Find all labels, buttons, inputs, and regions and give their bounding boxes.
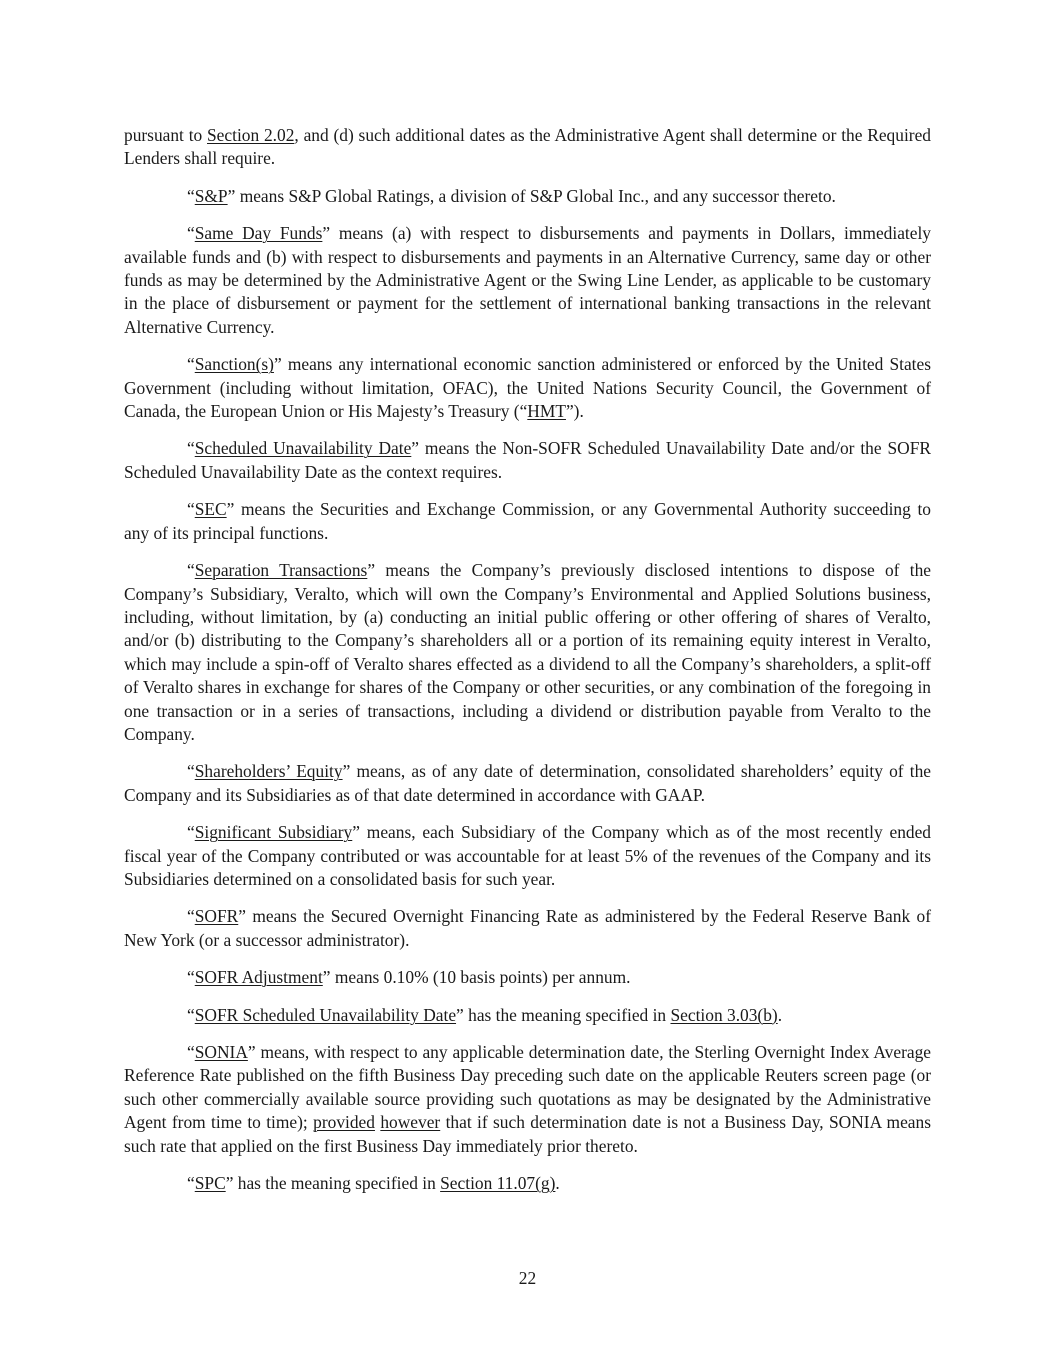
section-reference: Section 3.03(b) — [670, 1004, 778, 1025]
defined-term: SOFR Adjustment — [194, 967, 323, 988]
definition-text: means S&P Global Ratings, a division of S&P Global Inc., and any successor thereto. — [235, 185, 836, 206]
defined-term: SONIA — [194, 1042, 248, 1062]
defined-term: Shareholders’ Equity — [194, 761, 343, 782]
definition-sofr-scheduled-unavailability-date: “SOFR Scheduled Unavailability Date” has the meaning specified in Section 3.03(b). — [187, 1004, 783, 1025]
definition-text: means, with respect to any applicable determination date, the Sterling Overnight Index Average Reference Rate published on the fifth Business Day preceding such date on the applicable Reuters screen page (or such other commercially available source providing such quotations as may be designated by the Administrative Agent from time to time); — [124, 1042, 931, 1133]
defined-term: Separation Transactions — [194, 560, 368, 581]
definition-separation-transactions: “Separation Transactions” means the Company’s previously disclosed intentions to dispose of the Company’s Subsidiary, Veralto, which will own the Company’s Environmental and Applied Solutions business, including, without limitation, by (a) conducting an initial public offering or other offering of shares of Veralto, and/or (b) distributing to the Company’s shareholders all or a portion of its remaining equity interest in Veralto, which may include a spin-off of Veralto shares effected as a dividend to all the Company’s shareholders, a split-off of Veralto shares in exchange for shares of the Company or other securities, or any combination of the foregoing in one transaction or in a series of transactions, including a dividend or distribution payable from Veralto to the Company. — [124, 560, 931, 744]
definition-text: has the meaning specified in — [233, 1173, 441, 1194]
defined-term: S&P — [194, 185, 228, 206]
defined-term: Significant Subsidiary — [194, 822, 353, 843]
definition-text: means any international economic sanction administered or enforced by the United States Government (including without limitation, OFAC), the United Nations Security Council, the Government of Canada, the European Union or His Majesty’s Treasury (“ — [124, 354, 931, 422]
defined-term: Sanction(s) — [194, 354, 274, 375]
definition-spc: “SPC” has the meaning specified in Section 11.07(g). — [187, 1173, 560, 1194]
section-reference: Section 11.07(g) — [440, 1173, 556, 1194]
definition-scheduled-unavailability-date: “Scheduled Unavailability Date” means the Non-SOFR Scheduled Unavailability Date and/or the SOFR Scheduled Unavailability Date as the context requires. — [124, 438, 931, 482]
defined-term: SOFR Scheduled Unavailability Date — [194, 1004, 457, 1025]
definition-text: means 0.10% (10 basis points) per annum. — [330, 967, 631, 988]
continuation-paragraph: pursuant to Section 2.02, and (d) such additional dates as the Administrative Agent shall determine or the Required Lenders shall require. — [124, 125, 931, 169]
section-reference: Section 2.02 — [207, 125, 295, 145]
defined-term: Same Day Funds — [194, 223, 323, 244]
definition-shareholders-equity: “Shareholders’ Equity” means, as of any date of determination, consolidated shareholders’ equity of the Company and its Subsidiaries as of that date determined in accordance with GAAP. — [124, 761, 931, 805]
defined-term: SOFR — [194, 906, 239, 927]
page-number: 22 — [518, 1268, 537, 1288]
definition-significant-subsidiary: “Significant Subsidiary” means, each Subsidiary of the Company which as of the most recently ended fiscal year of the Company contributed or was accountable for at least 5% of the revenues of the Company and its Subsidiaries determined on a consolidated basis for such year. — [124, 822, 932, 889]
definition-same-day-funds: “Same Day Funds” means (a) with respect to disbursements and payments in Dollars, immediately available funds and (b) with respect to disbursements and payments in an Alternative Currency, same day or other funds as may be determined by the Administrative Agent or the Swing Line Lender, as applicable to be customary in the place of disbursement or payment for the settlement of international banking transactions in the relevant Alternative Currency. — [124, 223, 931, 337]
defined-term: SEC — [194, 499, 227, 520]
defined-term-inline: HMT — [527, 401, 566, 422]
proviso-however: however — [380, 1112, 441, 1133]
definition-text: has the meaning specified in — [463, 1004, 671, 1025]
definition-text: means the Non-SOFR Scheduled Unavailability Date and/or the SOFR Scheduled Unavailability Date as the context requires. — [124, 438, 931, 482]
definition-sofr: “SOFR” means the Secured Overnight Financing Rate as administered by the Federal Reserve Bank of New York (or a successor administrator). — [124, 906, 931, 950]
definition-text: means, each Subsidiary of the Company which as of the most recently ended fiscal year of the Company contributed or was accountable for at least 5% of the revenues of the Company and its Subsidiaries determined on a consolidated basis for such year. — [124, 822, 932, 889]
definition-sp: “S&P” means S&P Global Ratings, a division of S&P Global Inc., and any successor thereto. — [187, 185, 836, 206]
definition-sonia: “SONIA” means, with respect to any applicable determination date, the Sterling Overnight Index Average Reference Rate published on the fifth Business Day preceding such date on the applicable Reuters screen page (or such other commercially available source providing such quotations as may be designated by the Administrative Agent from time to time); provided however that if such determination date is not a Business Day, SONIA means such rate that applied on the first Business Day immediately prior thereto. — [124, 1042, 931, 1156]
definition-sec: “SEC” means the Securities and Exchange Commission, or any Governmental Authority succeeding to any of its principal functions. — [124, 499, 931, 543]
defined-term: SPC — [194, 1173, 226, 1194]
definition-text: means the Company’s previously disclosed intentions to dispose of the Company’s Subsidiary, Veralto, which will own the Company’s Environmental and Applied Solutions business, including, without limitation, by (a) conducting an initial public offering or other offering of shares of Veralto, and/or (b) distributing to the Company’s shareholders all or a portion of its remaining equity interest in Veralto, which may include a spin-off of Veralto shares effected as a dividend to all the Company’s shareholders, a split-off of Veralto shares in exchange for shares of the Company or other securities, or any combination of the foregoing in one transaction or in a series of transactions, including a dividend or distribution payable from Veralto to the Company. — [124, 560, 931, 744]
definition-sanctions: “Sanction(s)” means any international economic sanction administered or enforced by the United States Government (including without limitation, OFAC), the United Nations Security Council, the Government of Canada, the European Union or His Majesty’s Treasury (“HMT”). — [124, 354, 931, 422]
document-page — [124, 124, 931, 1209]
defined-term: Scheduled Unavailability Date — [194, 438, 412, 459]
definition-text: means (a) with respect to disbursements and payments in Dollars, immediately available funds and (b) with respect to disbursements and payments in an Alternative Currency, same day or other funds as may be determined by the Administrative Agent or the Swing Line Lender, as applicable to be customary in the place of disbursement or payment for the settlement of international banking transactions in the relevant Alternative Currency. — [124, 223, 931, 337]
definition-text: means, as of any date of determination, consolidated shareholders’ equity of the Company and its Subsidiaries as of that date determined in accordance with GAAP. — [124, 761, 931, 805]
definition-text: means the Secured Overnight Financing Rate as administered by the Federal Reserve Bank of New York (or a successor administrator). — [124, 906, 931, 950]
definition-sofr-adjustment: “SOFR Adjustment” means 0.10% (10 basis points) per annum. — [187, 967, 631, 988]
definition-text: means the Securities and Exchange Commission, or any Governmental Authority succeeding to any of its principal functions. — [124, 499, 931, 543]
proviso-provided: provided — [313, 1112, 375, 1133]
